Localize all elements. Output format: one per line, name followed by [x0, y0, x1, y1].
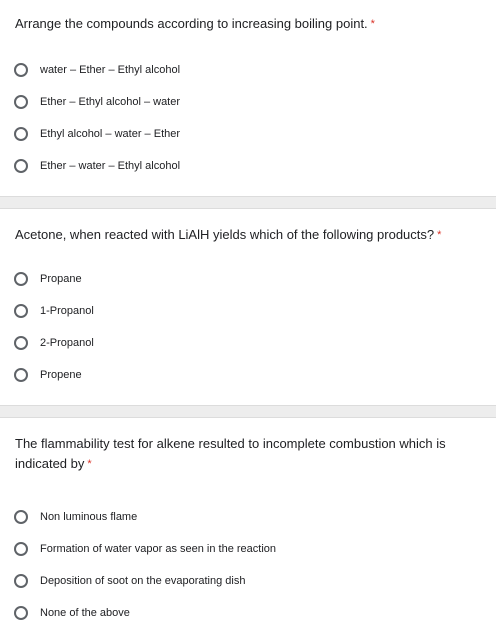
- required-asterisk: *: [370, 18, 375, 30]
- option-label: Deposition of soot on the evaporating dish: [40, 575, 246, 587]
- radio-button-icon[interactable]: [14, 542, 28, 556]
- option-label: 1-Propanol: [40, 305, 94, 317]
- question-text: The flammability test for alkene resulted to incomplete combustion which is indicated by: [15, 436, 446, 471]
- question-title: [15, 14, 475, 34]
- question-card-1: [0, 0, 496, 196]
- question-title: [15, 225, 475, 245]
- radio-button-icon[interactable]: [14, 510, 28, 524]
- options-list: [14, 263, 484, 391]
- option-label: Propane: [40, 273, 82, 285]
- radio-button-icon[interactable]: [14, 272, 28, 286]
- radio-button-icon[interactable]: [14, 368, 28, 382]
- radio-button-icon[interactable]: [14, 63, 28, 77]
- option-formation-of-water-vapor[interactable]: [14, 533, 484, 565]
- question-text: Acetone, when reacted with LiAlH yields which of the following products?: [15, 227, 435, 242]
- required-asterisk: *: [437, 229, 442, 241]
- radio-button-icon[interactable]: [14, 574, 28, 588]
- radio-button-icon[interactable]: [14, 606, 28, 620]
- section-divider: [0, 405, 496, 418]
- question-text: Arrange the compounds according to increasing boiling point.: [15, 16, 368, 31]
- question-card-3: [0, 418, 496, 629]
- option-water-ether-ethyl-alcohol[interactable]: [14, 54, 484, 86]
- radio-button-icon[interactable]: [14, 127, 28, 141]
- radio-button-icon[interactable]: [14, 304, 28, 318]
- option-2-propanol[interactable]: [14, 327, 484, 359]
- option-propane[interactable]: [14, 263, 484, 295]
- option-1-propanol[interactable]: [14, 295, 484, 327]
- option-ether-ethyl-alcohol-water[interactable]: [14, 86, 484, 118]
- option-ether-water-ethyl-alcohol[interactable]: [14, 150, 484, 182]
- radio-button-icon[interactable]: [14, 159, 28, 173]
- option-label: Formation of water vapor as seen in the reaction: [40, 543, 277, 555]
- options-list: [14, 54, 484, 182]
- section-divider: [0, 196, 496, 209]
- option-non-luminous-flame[interactable]: [14, 501, 484, 533]
- question-card-2: [0, 209, 496, 405]
- options-list: [14, 501, 484, 629]
- required-asterisk: *: [87, 458, 92, 470]
- option-propene[interactable]: [14, 359, 484, 391]
- question-title: [15, 434, 475, 474]
- option-label: Ether – water – Ethyl alcohol: [40, 160, 181, 172]
- radio-button-icon[interactable]: [14, 95, 28, 109]
- radio-button-icon[interactable]: [14, 336, 28, 350]
- option-label: Ether – Ethyl alcohol – water: [40, 96, 181, 108]
- option-label: Propene: [40, 369, 82, 381]
- option-label: water – Ether – Ethyl alcohol: [40, 64, 181, 76]
- option-ethyl-alcohol-water-ether[interactable]: [14, 118, 484, 150]
- option-label: 2-Propanol: [40, 337, 94, 349]
- option-label: Ethyl alcohol – water – Ether: [40, 128, 181, 140]
- option-deposition-of-soot[interactable]: [14, 565, 484, 597]
- option-label: None of the above: [40, 607, 130, 619]
- option-label: Non luminous flame: [40, 511, 138, 523]
- option-none-of-the-above[interactable]: [14, 597, 484, 629]
